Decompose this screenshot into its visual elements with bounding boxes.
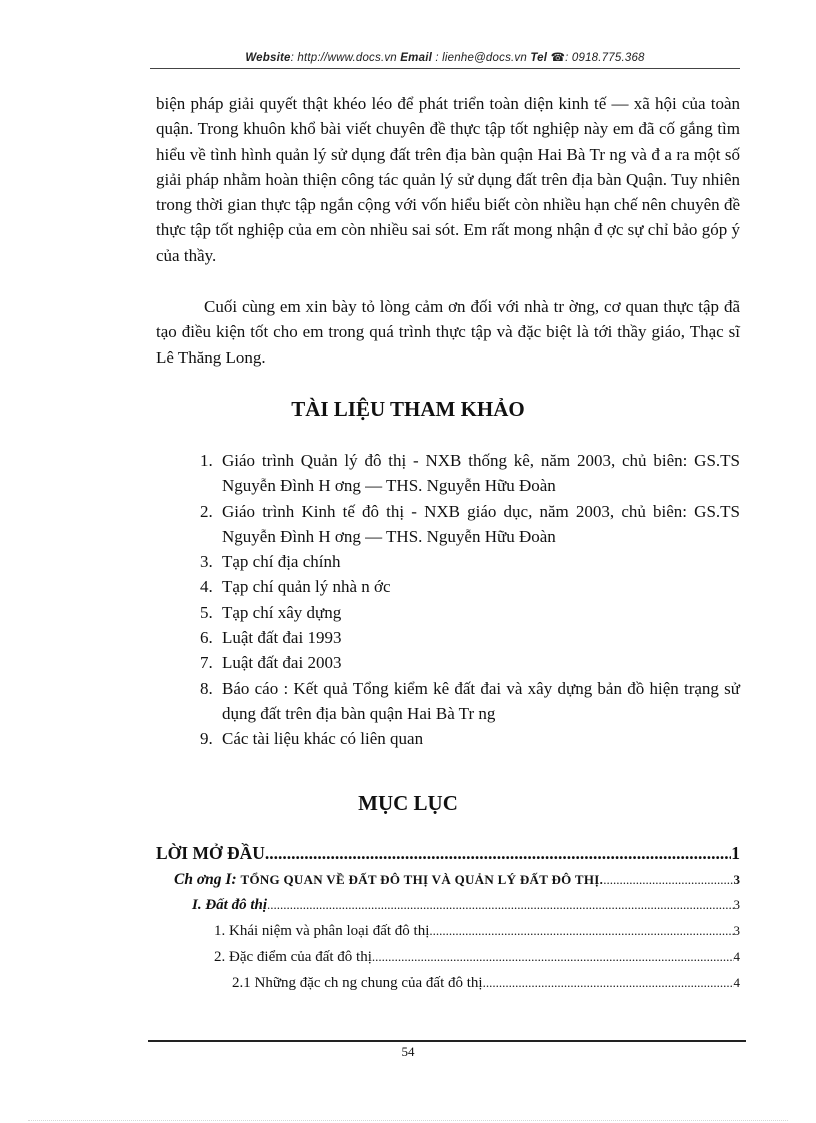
toc-page-number: 3 <box>733 923 740 938</box>
toc-entry-label: 2.1 Những đặc ch ng chung của đất đô thị <box>232 975 483 991</box>
toc-chapter-title: TỔNG QUAN VỀ ĐẤT ĐÔ THỊ VÀ QUẢN LÝ ĐẤT ĐÔ THỊ. <box>240 872 604 887</box>
reference-item <box>200 574 740 599</box>
reference-text: Giáo trình Quản lý đô thị - NXB thống kê, năm 2003, chủ biên: GS.TS Nguyễn Đình H ơng — THS. Nguyễn Hữu Đoàn <box>222 451 740 496</box>
toc-leader-dots <box>429 923 733 939</box>
toc-entry[interactable] <box>156 871 740 897</box>
phone-icon: ☎ <box>550 52 566 64</box>
toc-leader-dots <box>603 872 733 888</box>
toc-chapter-label: Ch ơng I <box>174 871 232 888</box>
reference-text: Tạp chí quản lý nhà n ớc <box>222 577 391 597</box>
toc-leader-dots <box>267 897 733 913</box>
references-list <box>200 448 740 752</box>
toc-page-number: 4 <box>733 949 740 964</box>
reference-number: 6. <box>200 628 213 648</box>
reference-number: 9. <box>200 729 213 749</box>
toc-entry-label: LỜI MỞ ĐẦU <box>156 843 265 863</box>
toc-leader-dots <box>372 949 734 965</box>
website-value: : http://www.docs.vn <box>290 52 401 64</box>
reference-text: Luật đất đai 2003 <box>222 653 342 673</box>
reference-number: 5. <box>200 602 213 622</box>
email-label: Email <box>400 52 432 64</box>
toc-title: MỤC LỤC <box>358 791 458 815</box>
reference-number: 2. <box>200 501 213 521</box>
page-edge-divider <box>28 1120 788 1121</box>
reference-text: Các tài liệu khác có liên quan <box>222 729 424 749</box>
reference-item <box>200 499 740 550</box>
reference-number: 8. <box>200 678 213 698</box>
toc-page-number: 3 <box>733 897 740 912</box>
reference-item <box>200 676 740 727</box>
reference-item <box>200 549 740 574</box>
body-paragraph-2: Cuối cùng em xin bày tỏ lòng cảm ơn đối với nhà tr ờng, cơ quan thực tập đã tạo điều kiện tốt cho em trong quá trình thực tập và đặc biệt là tới thầy giáo, Thạc sĩ Lê Thăng Long. <box>156 297 740 367</box>
reference-text: Tạp chí địa chính <box>222 552 341 572</box>
reference-text: Giáo trình Kinh tế đô thị - NXB giáo dục, năm 2003, chủ biên: GS.TS Nguyễn Đình H ơng — THS. Nguyễn Hữu Đoàn <box>222 501 740 546</box>
toc-entry[interactable] <box>156 923 740 949</box>
reference-item <box>200 448 740 499</box>
toc-entry[interactable] <box>156 897 740 923</box>
reference-text: Tạp chí xây dựng <box>222 602 342 622</box>
toc-page-number: 1 <box>731 843 740 863</box>
reference-number: 7. <box>200 653 213 673</box>
toc-entry[interactable] <box>156 975 740 1001</box>
reference-item <box>200 600 740 625</box>
toc-entry[interactable] <box>156 949 740 975</box>
body-paragraph-1: biện pháp giải quyết thật khéo léo để phát triển toàn diện kinh tế — xã hội của toàn quận. Trong khuôn khổ bài viết chuyên đề thực tập tốt nghiệp này em đã cố gắng tìm hiểu về tình hình quản lý sử dụng đất trên địa bàn quận Hai Bà Tr ng và đ a ra một số giải pháp nhằm hoàn thiện công tác quản lý sử dụng đất trên địa bàn Quận. Tuy nhiên trong thời gian thực tập ngắn cộng với vốn hiểu biết còn nhiều hạn chế nên chuyên đề thực tập tốt nghiệp của em còn nhiều sai sót. Em rất mong nhận đ ợc sự chỉ bảo góp ý của thầy. <box>156 94 740 265</box>
toc-entry-label: I. Đất đô thị <box>192 897 268 913</box>
toc-page-number: 4 <box>733 975 740 990</box>
reference-number: 4. <box>200 577 213 597</box>
reference-text: Báo cáo : Kết quả Tổng kiểm kê đất đai và xây dựng bản đồ hiện trạng sử dụng đất trên địa bàn quận Hai Bà Tr ng <box>222 678 740 723</box>
toc-entry-label <box>174 871 603 889</box>
toc-leader-dots <box>483 975 734 991</box>
tel-label: Tel <box>530 52 548 64</box>
reference-text: Luật đất đai 1993 <box>222 628 342 648</box>
references-title: TÀI LIỆU THAM KHẢO <box>291 397 525 421</box>
footer-divider <box>148 1040 746 1042</box>
page-header <box>150 50 740 64</box>
reference-item <box>200 726 740 751</box>
reference-number: 1. <box>200 451 213 470</box>
toc-page-number: 3 <box>733 872 740 887</box>
toc-entry-label: 2. Đặc điểm của đất đô thị <box>214 949 372 965</box>
reference-number: 3. <box>200 552 213 572</box>
toc-chapter-separator: : <box>231 871 241 888</box>
toc-entry-label: 1. Khái niệm và phân loại đất đô thị <box>214 923 430 939</box>
reference-item <box>200 650 740 675</box>
website-label: Website <box>245 52 291 64</box>
tel-value: : 0918.775.368 <box>565 52 645 64</box>
table-of-contents <box>156 843 740 1001</box>
reference-item <box>200 625 740 650</box>
email-value: : lienhe@docs.vn <box>431 52 531 64</box>
page-number: 54 <box>401 1044 415 1059</box>
toc-leader-dots <box>265 843 731 864</box>
header-divider <box>150 68 740 69</box>
toc-entry[interactable] <box>156 843 740 871</box>
